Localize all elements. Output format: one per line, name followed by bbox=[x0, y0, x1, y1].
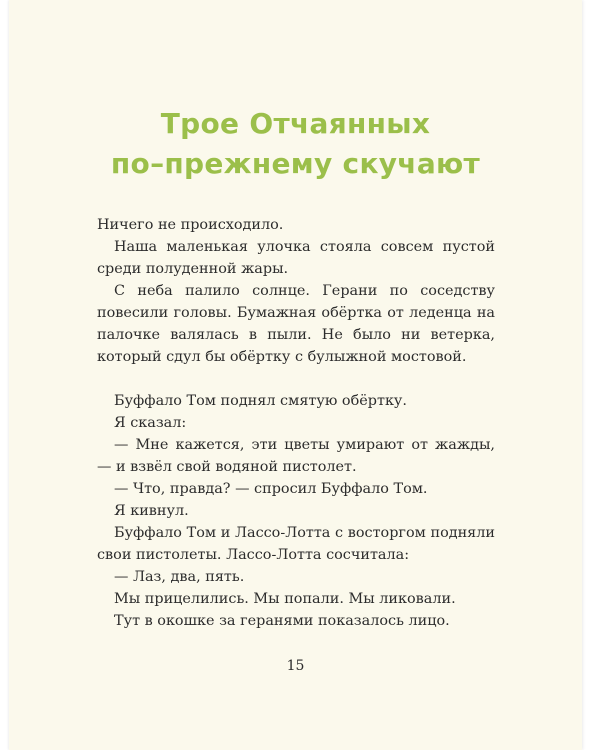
paragraph: — Лаз, два, пять. bbox=[114, 569, 245, 585]
page-number: 15 bbox=[286, 658, 305, 674]
paragraph: Я сказал: bbox=[114, 415, 187, 431]
paragraph: Я кивнул. bbox=[114, 503, 189, 519]
paragraph: Тут в окошке за геранями показалось лицо. bbox=[114, 613, 450, 629]
chapter-title-line-2: по–прежнему скучают bbox=[110, 147, 481, 180]
paragraph: Буффало Том поднял смятую обёртку. bbox=[114, 393, 407, 409]
paragraph: Ничего не происходило. bbox=[97, 217, 284, 233]
paragraph: Наша маленькая улочка стояла совсем пустой среди полуденной жары. bbox=[97, 239, 495, 277]
paragraph: С неба палило солнце. Герани по соседству повесили головы. Бумажная обёртка от леденца на палочке валялась в пыли. Не было ни ветерка, который сдул бы обёртку с булыжной мостовой. bbox=[97, 283, 495, 365]
paragraph: Мы прицелились. Мы попали. Мы ликовали. bbox=[114, 591, 456, 607]
chapter-title-line-1: Трое Отчаянных bbox=[160, 107, 431, 140]
book-page bbox=[9, 0, 582, 750]
section-break bbox=[97, 368, 495, 390]
paragraph: Буффало Том и Лассо-Лотта с восторгом подняли свои пистолеты. Лассо-Лотта сосчитала: bbox=[97, 525, 495, 563]
chapter-title bbox=[9, 104, 582, 184]
paragraph: — Мне кажется, эти цветы умирают от жажды, — и взвёл свой водяной пистолет. bbox=[97, 437, 495, 475]
paragraph: — Что, правда? — спросил Буффало Том. bbox=[114, 481, 428, 497]
body-text bbox=[97, 214, 495, 632]
